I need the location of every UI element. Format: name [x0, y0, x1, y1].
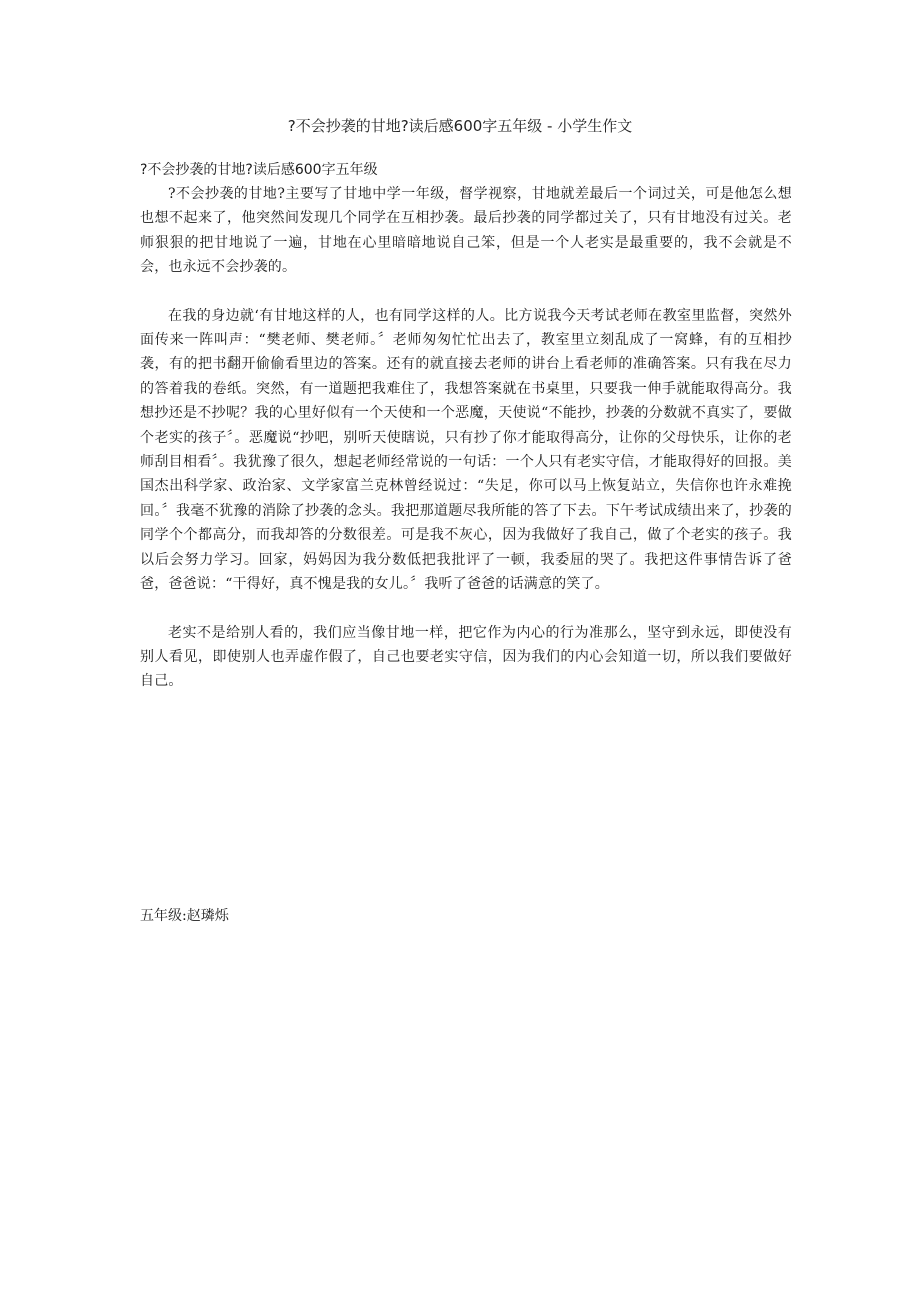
paragraph-1: ?不会抄袭的甘地?主要写了甘地中学一年级，督学视察，甘地就差最后一个词过关，可是他怎么想也想不起来了，他突然间发现几个同学在互相抄袭。最后抄袭的同学都过关了，只有甘地没有过关。老师狠狠的把甘地说了一遍，甘地在心里暗暗地说自己笨，但是一个人老实是最重要的，我不会就是不会，也永远不会抄袭的。: [140, 186, 792, 276]
paragraph-2: 在我的身边就‘有甘地这样的人，也有同学这样的人。比方说我今天考试老师在教室里监督，突然外面传来一阵叫声：“樊老师、樊老师。〞老师匆匆忙忙出去了，教室里立刻乱成了一窝蜂，有的互相抄袭，有的把书翻开偷偷看里边的答案。还有的就直接去老师的讲台上看老师的准确答案。只有我在尽力的答着我的卷纸。突然，有一道题把我难住了，我想答案就在书桌里，只要我一伸手就能取得高分。我想抄还是不抄呢？我的心里好似有一个天使和一个恶魔，天使说“不能抄，抄袭的分数就不真实了，要做个老实的孩子〞。恶魔说“抄吧，别听天使瞎说，只有抄了你才能取得高分，让你的父母快乐，让你的老师刮目相看〞。我犹豫了很久，想起老师经常说的一句话：一个人只有老实守信，才能取得好的回报。美国杰出科学家、政治家、文学家富兰克林曾经说过：“失足，你可以马上恢复站立，失信你也许永难挽回。〞我毫不犹豫的消除了抄袭的念头。我把那道题尽我所能的答了下去。下午考试成绩出来了，抄袭的同学个个都高分，而我却答的分数很差。可是我不灰心，因为我做好了我自己，做了个老实的孩子。我以后会努力学习。回家，妈妈因为我分数低把我批评了一顿，我委屈的哭了。我把这件事情告诉了爸爸，爸爸说：“干得好，真不愧是我的女儿。〞我听了爸爸的话满意的笑了。: [140, 307, 792, 593]
document-title: ?不会抄袭的甘地?读后感600字五年级 - 小学生作文: [287, 117, 633, 135]
author-signature: 五年级:赵璘烁: [140, 908, 229, 924]
document-body: [140, 158, 792, 694]
paragraph-gap: [140, 597, 792, 621]
paragraph-gap: [140, 280, 792, 304]
essay-subtitle: ?不会抄袭的甘地?读后感600字五年级: [140, 162, 378, 178]
paragraph-3: 老实不是给别人看的，我们应当像甘地一样，把它作为内心的行为准那么，坚守到永远，即使没有别人看见，即使别人也弄虚作假了，自己也要老实守信，因为我们的内心会知道一切，所以我们要做好自己。: [140, 624, 792, 690]
